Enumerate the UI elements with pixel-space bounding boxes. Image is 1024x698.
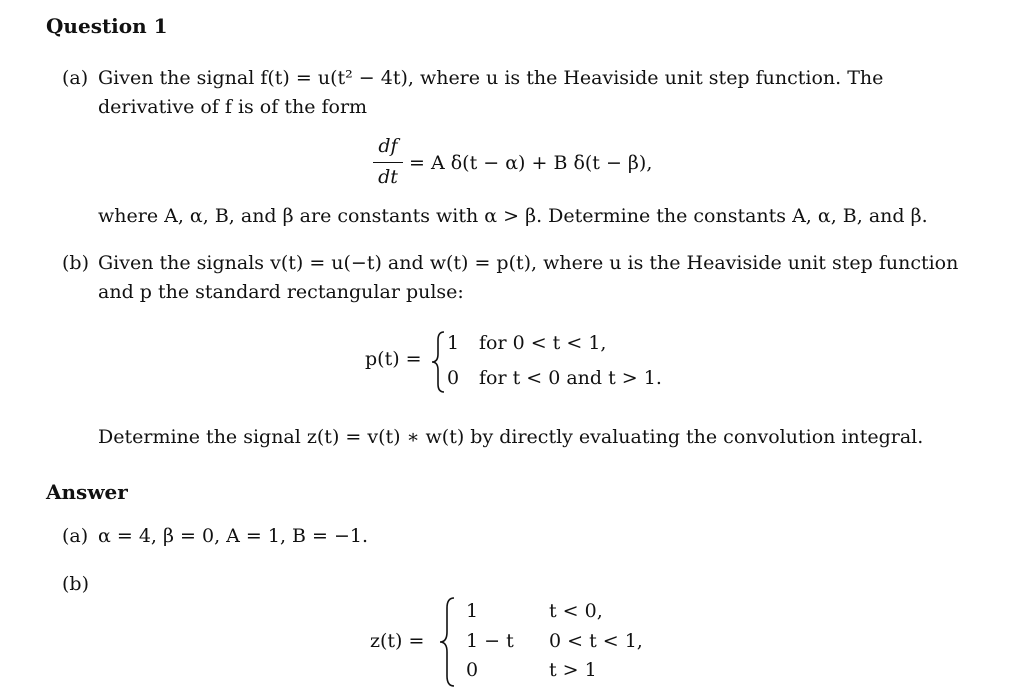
question-a-line1: Given the signal f(t) = u(t² − 4t), where u is the Heaviside unit step function. The xyxy=(98,67,884,89)
z-case-2-condition: 0 < t < 1, xyxy=(549,630,643,652)
fraction-bar xyxy=(373,162,403,163)
z-brace xyxy=(436,596,458,688)
p-case-2-condition: for t < 0 and t > 1. xyxy=(479,367,662,389)
question-a-line3: where A, α, B, and β are constants with α > β. Determine the constants A, α, B, and β. xyxy=(98,205,928,227)
p-case-2-value: 0 xyxy=(447,367,460,389)
question-heading: Question 1 xyxy=(46,14,168,38)
z-case-3-condition: t > 1 xyxy=(549,659,597,681)
question-b-line3: Determine the signal z(t) = v(t) ∗ w(t) by directly evaluating the convolution integral. xyxy=(98,426,924,448)
question-a-line2: derivative of f is of the form xyxy=(98,96,368,118)
eq-numerator: df xyxy=(378,135,398,157)
z-case-3-value: 0 xyxy=(466,659,479,681)
question-b-line2: and p the standard rectangular pulse: xyxy=(98,281,464,303)
answer-a-label: (a) xyxy=(62,525,89,547)
p-case-1-value: 1 xyxy=(447,332,460,354)
question-a-label: (a) xyxy=(62,67,89,89)
answer-a-text: α = 4, β = 0, A = 1, B = −1. xyxy=(98,525,369,547)
question-b-line1: Given the signals v(t) = u(−t) and w(t) = p(t), where u is the Heaviside unit step function xyxy=(98,252,959,274)
eq-denominator: dt xyxy=(378,166,398,188)
z-lhs: z(t) = xyxy=(370,630,425,652)
z-case-2-value: 1 − t xyxy=(466,630,514,652)
z-case-1-condition: t < 0, xyxy=(549,600,603,622)
p-case-1-condition: for 0 < t < 1, xyxy=(479,332,607,354)
answer-b-label: (b) xyxy=(62,573,89,595)
eq-rhs: = A δ(t − α) + B δ(t − β), xyxy=(409,152,653,174)
answer-heading: Answer xyxy=(46,480,128,504)
p-brace xyxy=(428,330,448,394)
z-case-1-value: 1 xyxy=(466,600,479,622)
p-lhs: p(t) = xyxy=(365,348,422,370)
question-b-label: (b) xyxy=(62,252,89,274)
